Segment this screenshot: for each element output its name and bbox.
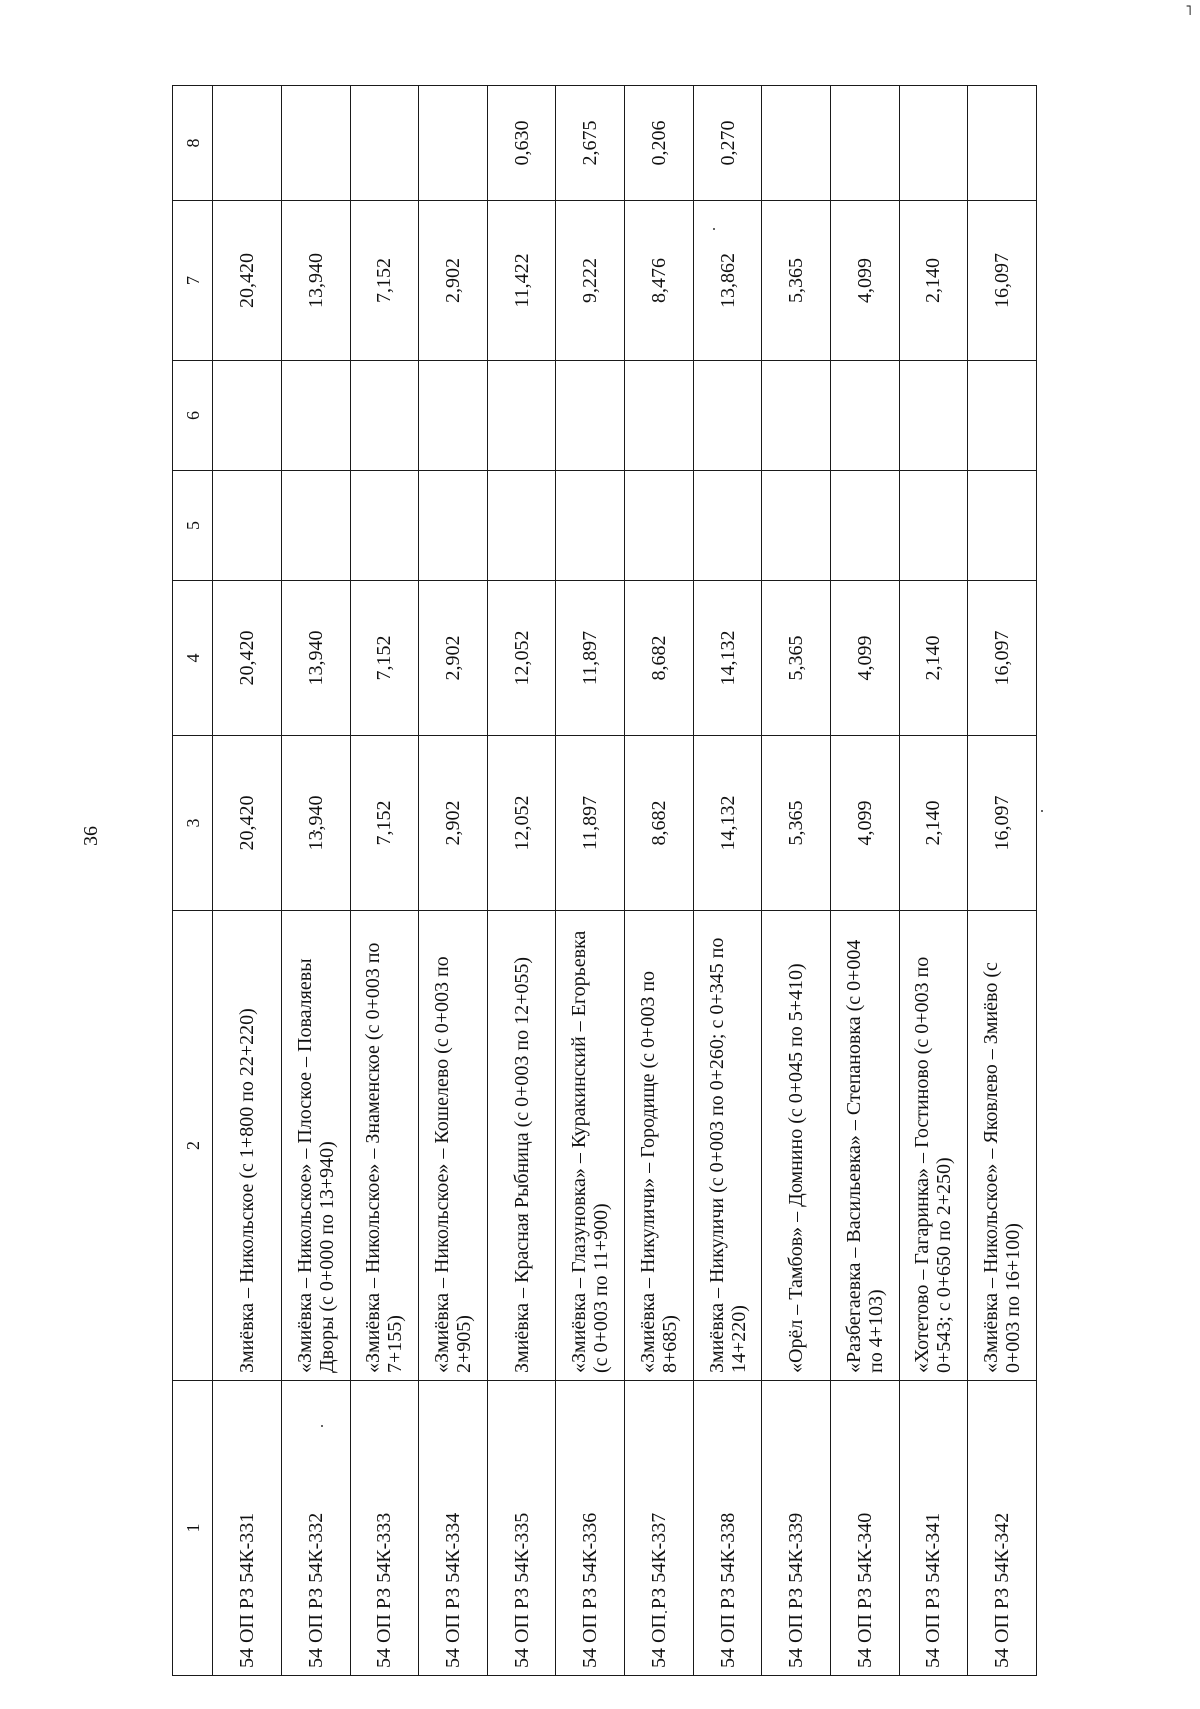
length-col4-cell: 2,902 <box>419 581 488 736</box>
length-col5-cell <box>625 471 694 581</box>
table-row <box>350 86 419 1676</box>
road-name-cell: Змиёвка – Никольское (с 1+800 по 22+220) <box>213 911 282 1381</box>
length-col7-cell: 13,862 <box>693 201 762 361</box>
road-name-cell: «Орёл – Тамбов» – Домнино (с 0+045 по 5+410) <box>762 911 831 1381</box>
length-col5-cell <box>350 471 419 581</box>
length-col5-cell <box>281 471 350 581</box>
length-col8-cell <box>213 86 282 201</box>
length-col8-cell: 0,270 <box>693 86 762 201</box>
length-col4-cell: 5,365 <box>762 581 831 736</box>
length-col8-cell <box>350 86 419 201</box>
length-col6-cell <box>281 361 350 471</box>
length-col4-cell: 11,897 <box>556 581 625 736</box>
length-col7-cell: 7,152 <box>350 201 419 361</box>
length-col4-cell: 20,420 <box>213 581 282 736</box>
column-header: 2 <box>173 911 213 1381</box>
length-total-cell: 5,365 <box>762 736 831 911</box>
length-col6-cell <box>693 361 762 471</box>
scan-speck <box>1041 810 1043 812</box>
length-col7-cell: 4,099 <box>831 201 900 361</box>
length-col7-cell: 13,940 <box>281 201 350 361</box>
column-header: 6 <box>173 361 213 471</box>
page-number: 36 <box>80 826 102 846</box>
length-col5-cell <box>831 471 900 581</box>
road-name-cell: «Змиёвка – Никольское» – Яковлево – Змиёво (с 0+003 по 16+100) <box>968 911 1037 1381</box>
column-header: 4 <box>173 581 213 736</box>
length-col6-cell <box>625 361 694 471</box>
road-table-wrapper <box>172 86 1037 1676</box>
length-total-cell: 2,140 <box>899 736 968 911</box>
length-col6-cell <box>899 361 968 471</box>
length-col7-cell: 2,140 <box>899 201 968 361</box>
road-code-cell: 54 ОП РЗ 54К-334 <box>419 1381 488 1676</box>
table-row <box>762 86 831 1676</box>
column-header: 7 <box>173 201 213 361</box>
table-row <box>487 86 556 1676</box>
length-col5-cell <box>419 471 488 581</box>
length-col5-cell <box>693 471 762 581</box>
table-header-row <box>173 86 213 1676</box>
road-code-cell: 54 ОП РЗ 54К-336 <box>556 1381 625 1676</box>
length-total-cell: 4,099 <box>831 736 900 911</box>
length-col4-cell: 4,099 <box>831 581 900 736</box>
length-col4-cell: 16,097 <box>968 581 1037 736</box>
length-col7-cell: 16,097 <box>968 201 1037 361</box>
road-name-cell: «Змиёвка – Глазуновка» – Куракинский – Егорьевка (с 0+003 по 11+900) <box>556 911 625 1381</box>
road-code-cell: 54 ОП РЗ 54К-337 <box>625 1381 694 1676</box>
column-header: 8 <box>173 86 213 201</box>
length-col8-cell <box>762 86 831 201</box>
length-col8-cell: 2,675 <box>556 86 625 201</box>
length-col4-cell: 13,940 <box>281 581 350 736</box>
road-name-cell: «Змиёвка – Никольское» – Кошелево (с 0+003 по 2+905) <box>419 911 488 1381</box>
length-col7-cell: 11,422 <box>487 201 556 361</box>
length-col7-cell: 20,420 <box>213 201 282 361</box>
length-col4-cell: 2,140 <box>899 581 968 736</box>
length-total-cell: 12,052 <box>487 736 556 911</box>
length-col7-cell: 9,222 <box>556 201 625 361</box>
road-name-cell: «Змиёвка – Никуличи» – Городище (с 0+003 по 8+685) <box>625 911 694 1381</box>
length-col6-cell <box>968 361 1037 471</box>
length-col7-cell: 2,902 <box>419 201 488 361</box>
column-header: 5 <box>173 471 213 581</box>
length-total-cell: 20,420 <box>213 736 282 911</box>
table-row <box>625 86 694 1676</box>
road-code-cell: 54 ОП РЗ 54К-342 <box>968 1381 1037 1676</box>
column-header: 1 <box>173 1381 213 1676</box>
length-col4-cell: 7,152 <box>350 581 419 736</box>
table-row <box>899 86 968 1676</box>
road-name-cell: «Хотетово – Гагаринка» – Гостиново (с 0+003 по 0+543; с 0+650 по 2+250) <box>899 911 968 1381</box>
length-col8-cell: 0,206 <box>625 86 694 201</box>
length-total-cell: 16,097 <box>968 736 1037 911</box>
road-name-cell: «Змиёвка – Никольское» – Знаменское (с 0+003 по 7+155) <box>350 911 419 1381</box>
length-col5-cell <box>556 471 625 581</box>
length-total-cell: 13,940 <box>281 736 350 911</box>
length-total-cell: 2,902 <box>419 736 488 911</box>
table-row <box>693 86 762 1676</box>
length-total-cell: 14,132 <box>693 736 762 911</box>
length-col7-cell: 5,365 <box>762 201 831 361</box>
length-col8-cell <box>968 86 1037 201</box>
table-row <box>556 86 625 1676</box>
length-col5-cell <box>487 471 556 581</box>
length-total-cell: 11,897 <box>556 736 625 911</box>
length-col6-cell <box>831 361 900 471</box>
length-col6-cell <box>213 361 282 471</box>
length-col4-cell: 14,132 <box>693 581 762 736</box>
length-col6-cell <box>556 361 625 471</box>
road-table <box>172 85 1037 1676</box>
length-col8-cell <box>419 86 488 201</box>
table-row <box>968 86 1037 1676</box>
road-code-cell: 54 ОП РЗ 54К-339 <box>762 1381 831 1676</box>
length-col6-cell <box>419 361 488 471</box>
length-col6-cell <box>487 361 556 471</box>
length-col7-cell: 8,476 <box>625 201 694 361</box>
road-code-cell: 54 ОП РЗ 54К-331 <box>213 1381 282 1676</box>
length-col5-cell <box>968 471 1037 581</box>
length-col4-cell: 12,052 <box>487 581 556 736</box>
corner-mark: ˥ <box>1185 3 1192 19</box>
length-col5-cell <box>213 471 282 581</box>
road-code-cell: 54 ОП РЗ 54К-333 <box>350 1381 419 1676</box>
column-header: 3 <box>173 736 213 911</box>
length-col5-cell <box>899 471 968 581</box>
road-name-cell: Змиёвка – Никуличи (с 0+003 по 0+260; с 0+345 по 14+220) <box>693 911 762 1381</box>
length-col8-cell: 0,630 <box>487 86 556 201</box>
length-total-cell: 7,152 <box>350 736 419 911</box>
length-col8-cell <box>281 86 350 201</box>
table-row <box>831 86 900 1676</box>
table-row <box>213 86 282 1676</box>
length-col8-cell <box>831 86 900 201</box>
road-code-cell: 54 ОП РЗ 54К-341 <box>899 1381 968 1676</box>
road-table-rotated <box>172 86 1037 1676</box>
road-code-cell: 54 ОП РЗ 54К-332 <box>281 1381 350 1676</box>
table-row <box>281 86 350 1676</box>
road-name-cell: «Разбегаевка – Васильевка» – Степановка (с 0+004 по 4+103) <box>831 911 900 1381</box>
length-total-cell: 8,682 <box>625 736 694 911</box>
table-row <box>419 86 488 1676</box>
length-col8-cell <box>899 86 968 201</box>
length-col6-cell <box>350 361 419 471</box>
road-name-cell: Змиёвка – Красная Рыбница (с 0+003 по 12+055) <box>487 911 556 1381</box>
road-code-cell: 54 ОП РЗ 54К-335 <box>487 1381 556 1676</box>
length-col5-cell <box>762 471 831 581</box>
length-col4-cell: 8,682 <box>625 581 694 736</box>
length-col6-cell <box>762 361 831 471</box>
road-code-cell: 54 ОП РЗ 54К-340 <box>831 1381 900 1676</box>
road-name-cell: «Змиёвка – Никольское» – Плоское – Поваляевы Дворы (с 0+000 по 13+940) <box>281 911 350 1381</box>
road-code-cell: 54 ОП РЗ 54К-338 <box>693 1381 762 1676</box>
